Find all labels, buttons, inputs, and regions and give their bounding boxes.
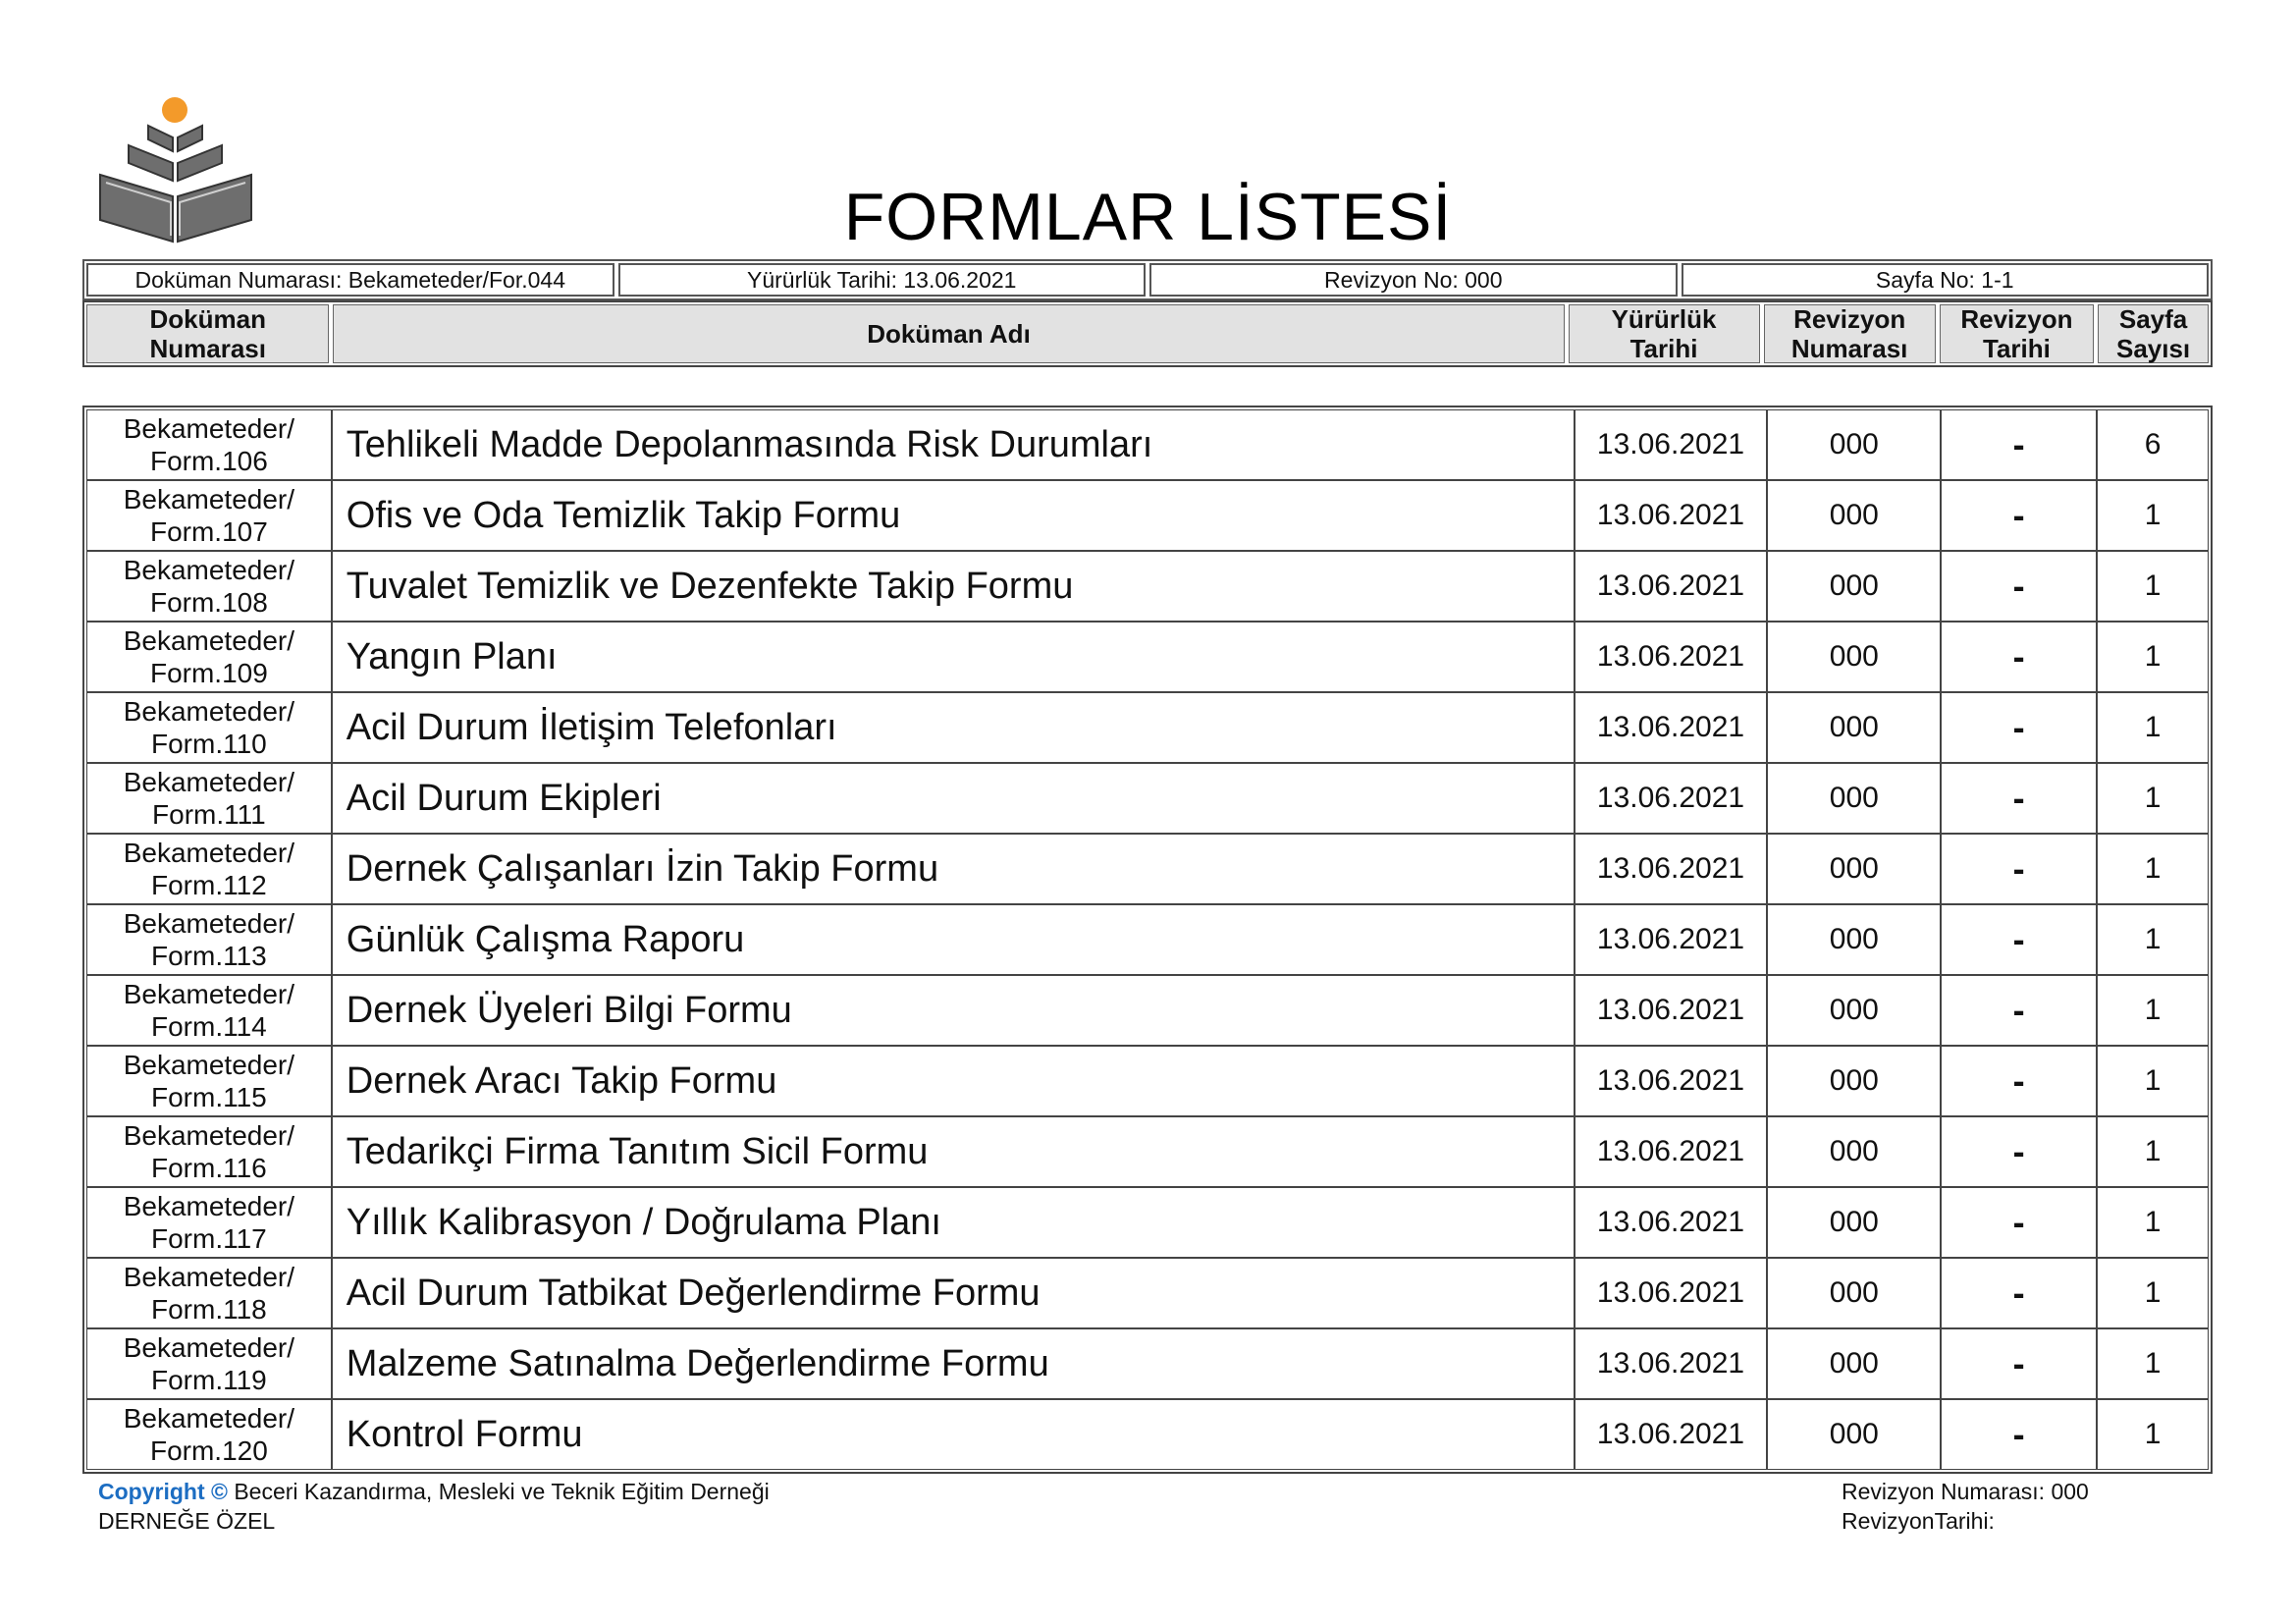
forms-table (82, 406, 2213, 1474)
table-row (86, 622, 2209, 692)
doc-number-prefix: Bekameteder/ (123, 555, 295, 585)
revision-date-cell: - (1941, 975, 2097, 1046)
page-count-cell: 6 (2097, 409, 2209, 480)
revision-number-cell: 000 (1767, 409, 1941, 480)
revision-number-cell: 000 (1767, 975, 1941, 1046)
doc-number-prefix: Bekameteder/ (123, 1403, 295, 1434)
footer-right (1842, 1477, 2089, 1536)
effective-date-cell: 13.06.2021 (1575, 692, 1768, 763)
doc-name-cell: Tehlikeli Madde Depolanmasında Risk Durumları (332, 409, 1575, 480)
revision-date-cell: - (1941, 551, 2097, 622)
doc-number-cell (86, 1258, 332, 1328)
effective-date-cell: 13.06.2021 (1575, 1116, 1768, 1187)
revision-date-cell: - (1941, 1399, 2097, 1470)
revision-date-cell: - (1941, 692, 2097, 763)
header-effective-date (1569, 304, 1760, 363)
doc-name-cell: Günlük Çalışma Raporu (332, 904, 1575, 975)
doc-number-cell (86, 834, 332, 904)
doc-number-cell (86, 480, 332, 551)
doc-number-form: Form.118 (151, 1294, 267, 1325)
table-row (86, 1046, 2209, 1116)
effective-date-cell: 13.06.2021 (1575, 904, 1768, 975)
table-row (86, 480, 2209, 551)
doc-name-cell: Dernek Çalışanları İzin Takip Formu (332, 834, 1575, 904)
header-revnum-l1: Revizyon (1793, 304, 1906, 334)
page-count-cell: 1 (2097, 1046, 2209, 1116)
doc-name-cell: Ofis ve Oda Temizlik Takip Formu (332, 480, 1575, 551)
revision-date-cell: - (1941, 834, 2097, 904)
doc-number-form: Form.120 (149, 1435, 268, 1466)
effective-date-cell: 13.06.2021 (1575, 1187, 1768, 1258)
doc-number-form: Form.111 (152, 799, 266, 830)
doc-number-cell (86, 1116, 332, 1187)
page-count-cell: 1 (2097, 622, 2209, 692)
revision-date-cell: - (1941, 1187, 2097, 1258)
doc-name-cell: Acil Durum Tatbikat Değerlendirme Formu (332, 1258, 1575, 1328)
doc-number-cell (86, 904, 332, 975)
revision-number-cell: 000 (1767, 763, 1941, 834)
revision-number-cell: 000 (1767, 834, 1941, 904)
page-count-cell: 1 (2097, 763, 2209, 834)
doc-number-prefix: Bekameteder/ (123, 979, 295, 1009)
effective-date-cell: 13.06.2021 (1575, 409, 1768, 480)
doc-number-form: Form.107 (149, 516, 268, 547)
doc-number-form: Form.113 (151, 941, 267, 971)
doc-number-form: Form.116 (151, 1153, 267, 1183)
page-title: FORMLAR LİSTESİ (843, 180, 1453, 254)
doc-number-form: Form.108 (149, 587, 268, 618)
revision-date-cell: - (1941, 763, 2097, 834)
header-revnum-l2: Numarası (1790, 334, 1908, 363)
table-row (86, 551, 2209, 622)
effective-date-cell: 13.06.2021 (1575, 1258, 1768, 1328)
effective-date-cell: 13.06.2021 (1575, 1399, 1768, 1470)
info-effective-date: Yürürlük Tarihi: 13.06.2021 (618, 263, 1147, 297)
doc-number-form: Form.106 (149, 446, 268, 476)
revision-date-cell: - (1941, 480, 2097, 551)
doc-name-cell: Tedarikçi Firma Tanıtım Sicil Formu (332, 1116, 1575, 1187)
doc-number-cell (86, 692, 332, 763)
header-doc-name: Doküman Adı (333, 304, 1564, 363)
revision-number-cell: 000 (1767, 692, 1941, 763)
doc-number-prefix: Bekameteder/ (123, 838, 295, 868)
header-pages-l1: Sayfa (2118, 304, 2188, 334)
revision-number-cell: 000 (1767, 1046, 1941, 1116)
table-row (86, 409, 2209, 480)
doc-number-prefix: Bekameteder/ (123, 767, 295, 797)
doc-name-cell: Acil Durum İletişim Telefonları (332, 692, 1575, 763)
doc-number-cell (86, 409, 332, 480)
doc-number-cell (86, 763, 332, 834)
revision-number-cell: 000 (1767, 551, 1941, 622)
doc-number-cell (86, 1187, 332, 1258)
doc-number-cell (86, 622, 332, 692)
doc-number-cell (86, 1046, 332, 1116)
copyright-line (98, 1477, 770, 1506)
effective-date-cell: 13.06.2021 (1575, 1046, 1768, 1116)
footer-revision-date: RevizyonTarihi: (1842, 1508, 1995, 1534)
table-row (86, 904, 2209, 975)
revision-date-cell: - (1941, 1046, 2097, 1116)
doc-name-cell: Yangın Planı (332, 622, 1575, 692)
header-pages-l2: Sayısı (2115, 334, 2191, 363)
revision-date-cell: - (1941, 1258, 2097, 1328)
table-row (86, 692, 2209, 763)
footer-left (98, 1477, 770, 1536)
header-effective-l1: Yürürlük (1611, 304, 1717, 334)
doc-number-prefix: Bekameteder/ (123, 1120, 295, 1151)
doc-number-form: Form.115 (151, 1082, 267, 1112)
revision-number-cell: 000 (1767, 1328, 1941, 1399)
doc-number-prefix: Bekameteder/ (123, 908, 295, 939)
page-count-cell: 1 (2097, 551, 2209, 622)
doc-number-cell (86, 975, 332, 1046)
page-count-cell: 1 (2097, 834, 2209, 904)
revision-number-cell: 000 (1767, 1399, 1941, 1470)
doc-name-cell: Kontrol Formu (332, 1399, 1575, 1470)
doc-name-cell: Dernek Aracı Takip Formu (332, 1046, 1575, 1116)
table-row (86, 1187, 2209, 1258)
doc-number-form: Form.117 (151, 1223, 267, 1254)
table-header (82, 300, 2213, 367)
revision-number-cell: 000 (1767, 904, 1941, 975)
table-row (86, 1328, 2209, 1399)
doc-name-cell: Dernek Üyeleri Bilgi Formu (332, 975, 1575, 1046)
doc-number-form: Form.119 (151, 1365, 267, 1395)
doc-number-cell (86, 1399, 332, 1470)
revision-date-cell: - (1941, 1328, 2097, 1399)
revision-date-cell: - (1941, 1116, 2097, 1187)
doc-number-form: Form.110 (151, 729, 267, 759)
doc-number-prefix: Bekameteder/ (123, 1332, 295, 1363)
doc-name-cell: Malzeme Satınalma Değerlendirme Formu (332, 1328, 1575, 1399)
doc-name-cell: Acil Durum Ekipleri (332, 763, 1575, 834)
header-revdate-l2: Tarihi (1983, 334, 2051, 363)
effective-date-cell: 13.06.2021 (1575, 1328, 1768, 1399)
table-row (86, 975, 2209, 1046)
revision-number-cell: 000 (1767, 1116, 1941, 1187)
doc-number-prefix: Bekameteder/ (123, 696, 295, 727)
copyright-label: Copyright © (98, 1479, 228, 1504)
doc-number-cell (86, 1328, 332, 1399)
page-count-cell: 1 (2097, 1258, 2209, 1328)
doc-name-cell: Tuvalet Temizlik ve Dezenfekte Takip Formu (332, 551, 1575, 622)
revision-date-cell: - (1941, 904, 2097, 975)
page-count-cell: 1 (2097, 1399, 2209, 1470)
revision-number-cell: 000 (1767, 622, 1941, 692)
effective-date-cell: 13.06.2021 (1575, 622, 1768, 692)
table-row (86, 834, 2209, 904)
private-notice: DERNEĞE ÖZEL (98, 1508, 276, 1534)
header-doc-number-l2: Numarası (149, 334, 266, 363)
header-revision-date (1940, 304, 2094, 363)
page-count-cell: 1 (2097, 1328, 2209, 1399)
effective-date-cell: 13.06.2021 (1575, 551, 1768, 622)
header-effective-l2: Tarihi (1629, 334, 1698, 363)
table-row (86, 1258, 2209, 1328)
header-page-count (2098, 304, 2209, 363)
doc-number-prefix: Bekameteder/ (123, 1050, 295, 1080)
effective-date-cell: 13.06.2021 (1575, 763, 1768, 834)
header-doc-number-l1: Doküman (149, 304, 266, 334)
doc-number-prefix: Bekameteder/ (123, 625, 295, 656)
doc-name-cell: Yıllık Kalibrasyon / Doğrulama Planı (332, 1187, 1575, 1258)
document-info-bar (82, 259, 2213, 300)
effective-date-cell: 13.06.2021 (1575, 480, 1768, 551)
doc-number-prefix: Bekameteder/ (123, 413, 295, 444)
doc-number-form: Form.109 (149, 658, 268, 688)
effective-date-cell: 13.06.2021 (1575, 975, 1768, 1046)
table-row (86, 1399, 2209, 1470)
doc-number-prefix: Bekameteder/ (123, 1262, 295, 1292)
header-revdate-l1: Revizyon (1960, 304, 2073, 334)
doc-number-form: Form.114 (151, 1011, 267, 1042)
page-count-cell: 1 (2097, 1116, 2209, 1187)
page-count-cell: 1 (2097, 904, 2209, 975)
page-count-cell: 1 (2097, 975, 2209, 1046)
revision-number-cell: 000 (1767, 1258, 1941, 1328)
info-page-no: Sayfa No: 1-1 (1682, 263, 2210, 297)
doc-number-form: Form.112 (151, 870, 267, 900)
effective-date-cell: 13.06.2021 (1575, 834, 1768, 904)
page-count-cell: 1 (2097, 480, 2209, 551)
page-count-cell: 1 (2097, 1187, 2209, 1258)
doc-number-prefix: Bekameteder/ (123, 484, 295, 514)
doc-number-prefix: Bekameteder/ (123, 1191, 295, 1221)
table-row (86, 763, 2209, 834)
table-row (86, 1116, 2209, 1187)
page-count-cell: 1 (2097, 692, 2209, 763)
header-revision-number (1764, 304, 1936, 363)
info-doc-number: Doküman Numarası: Bekameteder/For.044 (86, 263, 614, 297)
doc-number-cell (86, 551, 332, 622)
header-doc-number (86, 304, 329, 363)
revision-date-cell: - (1941, 622, 2097, 692)
revision-number-cell: 000 (1767, 1187, 1941, 1258)
info-revision-no: Revizyon No: 000 (1149, 263, 1678, 297)
revision-date-cell: - (1941, 409, 2097, 480)
footer-revision-number: Revizyon Numarası: 000 (1842, 1479, 2089, 1504)
organization-name: Beceri Kazandırma, Mesleki ve Teknik Eğitim Derneği (227, 1479, 770, 1504)
revision-number-cell: 000 (1767, 480, 1941, 551)
